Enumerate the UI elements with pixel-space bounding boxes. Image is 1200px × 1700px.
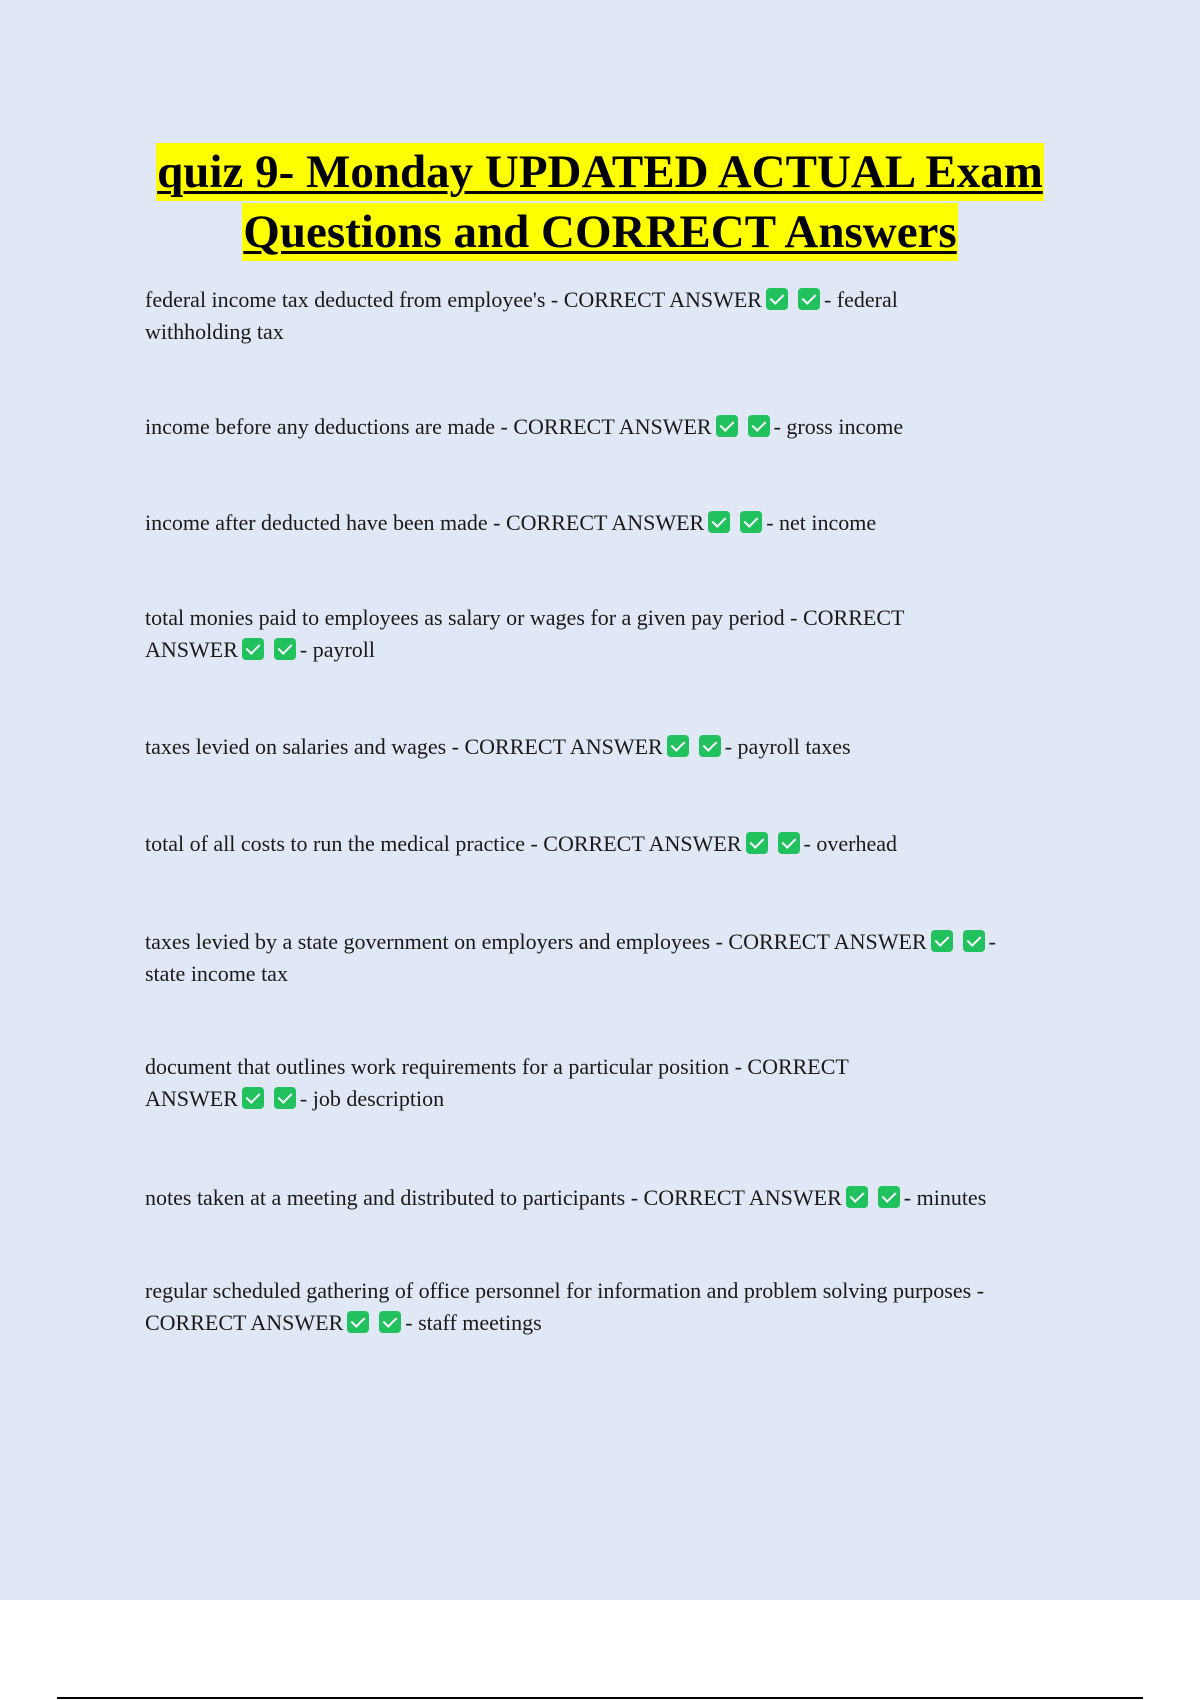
question-text: regular scheduled gathering of office personnel for information and problem solving purposes - (145, 1278, 985, 1303)
title-line-1: quiz 9- Monday UPDATED ACTUAL Exam (156, 143, 1044, 201)
question-text-continued: CORRECT ANSWER (145, 1310, 344, 1335)
question-text: income after deducted have been made - CORRECT ANSWER (145, 510, 705, 535)
question-text: federal income tax deducted from employee's - CORRECT ANSWER (145, 287, 762, 312)
answer-text: - payroll taxes (724, 734, 851, 759)
qa-item (145, 828, 1085, 860)
qa-item (145, 284, 1085, 348)
answer-text: - net income (766, 510, 877, 535)
check-mark-button-icon (931, 930, 953, 952)
check-mark-button-icon (878, 1186, 900, 1208)
answer-continuation: state income tax (145, 961, 288, 986)
answer-text: - gross income (773, 414, 904, 439)
answer-text: - staff meetings (405, 1310, 542, 1335)
check-mark-button-icon (740, 511, 762, 533)
check-mark-button-icon (708, 511, 730, 533)
check-mark-button-icon (846, 1186, 868, 1208)
qa-item (145, 731, 1085, 763)
footer-divider (57, 1697, 1143, 1699)
question-text-continued: ANSWER (145, 1086, 238, 1111)
check-mark-button-icon (667, 735, 689, 757)
answer-text: - federal (823, 287, 898, 312)
qa-item (145, 926, 1090, 990)
check-mark-button-icon (746, 832, 768, 854)
qa-item (145, 1275, 1085, 1339)
question-text: total monies paid to employees as salary or wages for a given pay period - CORRECT (145, 605, 905, 630)
check-mark-button-icon (699, 735, 721, 757)
question-text-continued: ANSWER (145, 637, 238, 662)
check-mark-button-icon (379, 1311, 401, 1333)
question-text: taxes levied on salaries and wages - CORRECT ANSWER (145, 734, 663, 759)
answer-text: - payroll (299, 637, 376, 662)
check-mark-button-icon (766, 288, 788, 310)
qa-item (145, 411, 1085, 443)
check-mark-button-icon (963, 930, 985, 952)
check-mark-button-icon (778, 832, 800, 854)
check-mark-button-icon (242, 1087, 264, 1109)
question-text: document that outlines work requirements for a particular position - CORRECT (145, 1054, 849, 1079)
page-title (0, 143, 1200, 261)
check-mark-button-icon (274, 1087, 296, 1109)
qa-item (145, 1051, 1085, 1115)
answer-text: - overhead (803, 831, 897, 856)
answer-text: - (988, 929, 996, 954)
check-mark-button-icon (716, 415, 738, 437)
check-mark-button-icon (274, 638, 296, 660)
check-mark-button-icon (748, 415, 770, 437)
answer-text: - minutes (903, 1185, 987, 1210)
qa-item (145, 507, 1085, 539)
check-mark-button-icon (798, 288, 820, 310)
question-text: total of all costs to run the medical practice - CORRECT ANSWER (145, 831, 742, 856)
question-text: taxes levied by a state government on employers and employees - CORRECT ANSWER (145, 929, 927, 954)
qa-item (145, 1182, 1085, 1214)
question-text: notes taken at a meeting and distributed to participants - CORRECT ANSWER (145, 1185, 842, 1210)
qa-item (145, 602, 1085, 666)
answer-continuation: withholding tax (145, 319, 284, 344)
title-line-2: Questions and CORRECT Answers (242, 203, 957, 261)
question-text: income before any deductions are made - CORRECT ANSWER (145, 414, 712, 439)
answer-text: - job description (299, 1086, 445, 1111)
check-mark-button-icon (347, 1311, 369, 1333)
check-mark-button-icon (242, 638, 264, 660)
